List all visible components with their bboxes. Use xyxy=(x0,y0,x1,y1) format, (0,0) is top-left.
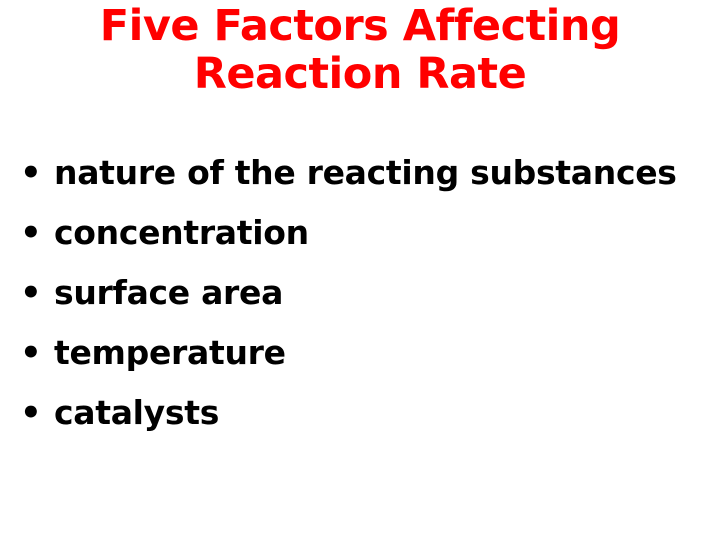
bullet-text: temperature xyxy=(54,333,286,372)
bullet-dot-icon: • xyxy=(20,153,42,193)
bullet-list xyxy=(20,146,677,446)
slide-title-line-1: Five Factors Affecting xyxy=(99,1,621,51)
bullet-text: surface area xyxy=(54,273,284,312)
bullet-dot-icon: • xyxy=(20,333,42,373)
slide-title xyxy=(60,2,660,98)
bullet-dot-icon: • xyxy=(20,393,42,433)
bullet-dot-icon: • xyxy=(20,273,42,313)
bullet-item-catalysts xyxy=(20,386,677,446)
bullet-item-nature xyxy=(20,146,677,206)
slide-title-line-2: Reaction Rate xyxy=(193,49,527,100)
bullet-item-surface-area xyxy=(20,266,677,326)
bullet-item-temperature xyxy=(20,326,677,386)
bullet-item-concentration xyxy=(20,206,677,266)
bullet-text: catalysts xyxy=(54,393,220,432)
bullet-text: nature of the reacting substances xyxy=(54,153,677,192)
bullet-dot-icon: • xyxy=(20,213,42,253)
bullet-text: concentration xyxy=(54,213,309,252)
